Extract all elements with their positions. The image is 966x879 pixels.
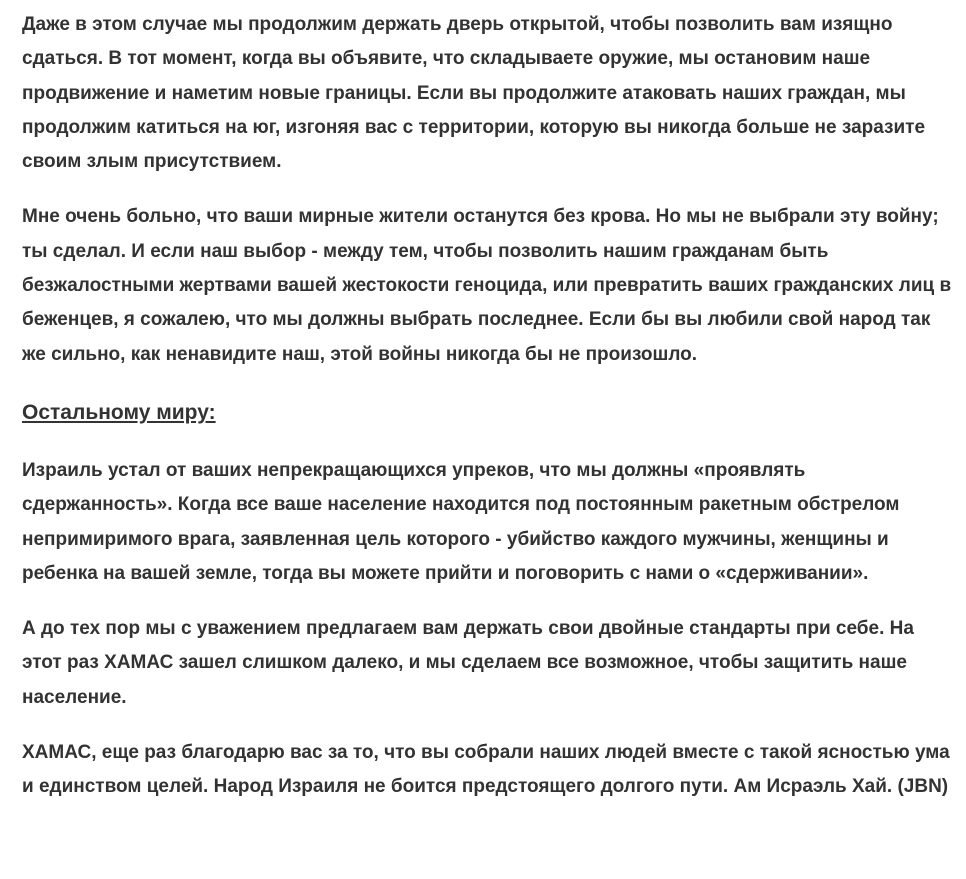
paragraph-4: А до тех пор мы с уважением предлагаем вам держать свои двойные стандарты при себе. На этот раз ХАМАС зашел слишком далеко, и мы сделаем все возможное, чтобы защитить наше население. xyxy=(22,618,914,708)
paragraph-1: Даже в этом случае мы продолжим держать дверь открытой, чтобы позволить вам изящно сдаться. В тот момент, когда вы объявите, что складываете оружие, мы остановим наше продвижение и наметим новые границы. Если вы продолжите атаковать наших граждан, мы продолжим катиться на юг, изгоняя вас с территории, которую вы никогда больше не заразите своим злым присутствием. xyxy=(22,14,926,173)
article-body xyxy=(22,8,952,805)
section-heading: Остальному миру: xyxy=(22,400,216,424)
paragraph-5: ХАМАС, еще раз благодарю вас за то, что вы собрали наших людей вместе с такой ясностью ума и единством целей. Народ Израиля не боится предстоящего долгого пути. Ам Исраэль Хай. (JBN) xyxy=(22,742,950,798)
paragraph-2: Мне очень больно, что ваши мирные жители останутся без крова. Но мы не выбрали эту войну; ты сделал. И если наш выбор - между тем, чтобы позволить нашим гражданам быть безжалостными жертвами вашей жестокости геноцида, или превратить ваших гражданских лиц в беженцев, я сожалею, что мы должны выбрать последнее. Если бы вы любили свой народ так же сильно, как ненавидите наш, этой войны никогда бы не произошло. xyxy=(22,206,952,365)
paragraph-3: Израиль устал от ваших непрекращающихся упреков, что мы должны «проявлять сдержанность». Когда все ваше население находится под постоянным ракетным обстрелом непримиримого врага, заявленная цель которого - убийство каждого мужчины, женщины и ребенка на вашей земле, тогда вы можете прийти и поговорить с нами о «сдерживании». xyxy=(22,459,900,584)
